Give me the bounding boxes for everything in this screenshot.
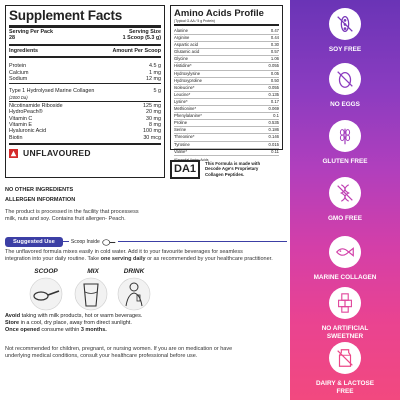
amino-row: Phenylalanine* 0.1: [174, 113, 279, 120]
feature-marine-collagen: MARINE COLLAGEN: [290, 236, 400, 282]
suggested-use-pill: Suggested Use: [5, 237, 63, 247]
gmo-free-icon: [334, 182, 356, 204]
flavour-badge-icon: [9, 149, 18, 158]
da1-text: This Formula is made with Decode Age's Proprietary Collagen Peptides.: [205, 160, 261, 177]
amino-acids-panel: [170, 5, 283, 162]
feature-gluten-free: GLUTEN FREE: [290, 120, 400, 166]
nutrient-row: Biotin 30 mcg: [9, 134, 161, 141]
milk-carton-icon: [334, 347, 356, 369]
mix-step-icon: [75, 278, 107, 310]
amino-row: Methionine* 0.069: [174, 106, 279, 113]
feature-no-eggs: NO EGGS: [290, 63, 400, 109]
amino-row: Serine 0.186: [174, 127, 279, 134]
no-eggs-icon: [334, 68, 356, 90]
feature-dairy-lactose-free: DAIRY & LACTOSE FREE: [290, 342, 400, 395]
serving-per-pack-value: 28: [9, 35, 15, 42]
scoop-step-icon: [30, 278, 62, 310]
supplement-facts-title: Supplement Facts: [9, 8, 123, 23]
amino-row: Glycine 1.06: [174, 56, 279, 63]
amino-row: Threonine* 0.146: [174, 134, 279, 141]
serving-per-pack-label: Serving Per Pack: [9, 29, 54, 35]
drink-step-icon: [118, 278, 150, 310]
usage-notes: Avoid taking with milk products, hot or warm beverages. Store in a cool, dry place, away from direct sunlight. Once opened consume within 3 months.: [5, 313, 143, 334]
nutrient-row: Hyaluronic Acid 100 mg: [9, 128, 161, 135]
amino-table: [174, 28, 279, 156]
amino-row: Hydroxyproline 0.50: [174, 78, 279, 85]
step-drink-label: DRINK: [123, 268, 145, 275]
nutrient-row: Sodium 12 mg: [9, 76, 161, 83]
usage-steps-illustration: [28, 276, 158, 312]
amino-row: Histidine* 0.055: [174, 63, 279, 70]
scoop-icon: [102, 239, 116, 246]
amino-row: Hydroxylysine 0.05: [174, 71, 279, 78]
da1-logo: DA1: [170, 160, 200, 179]
allergen-heading: ALLERGEN INFORMATION: [5, 197, 76, 203]
serving-size-value: 1 Scoop (5.3 g): [122, 35, 161, 42]
amino-subtitle: (Typical G.AA / 5 g Protein): [174, 19, 215, 23]
suggested-use-text: The unflavored formula mixes easily in cold water. Add it to your favourite beverages for seamless integration into your daily routine. Take one serving daily or as recommended by your healthcare practitioner.: [5, 249, 273, 263]
supplement-facts-panel: [5, 5, 165, 178]
gluten-free-icon: [334, 125, 356, 147]
amino-row: Lysine* 0.17: [174, 99, 279, 106]
nutrient-row: Nicotinamide Riboside 125 mg: [9, 102, 161, 109]
no-sugar-icon: [334, 292, 356, 314]
disclaimer: Not recommended for children, pregnant, or nursing women. If you are on medication or have underlying medical conditions, consult your healthcare professional before use.: [5, 346, 233, 360]
feature-gmo-free: GMO FREE: [290, 177, 400, 223]
step-scoop-label: SCOOP: [34, 268, 58, 275]
amino-row: Valine* 0.11: [174, 149, 279, 156]
collagen-row: Type 1 Hydrolysed Marine Collagen 5 g: [9, 88, 161, 95]
soy-free-icon: [334, 13, 356, 35]
amino-row: Isoleucine* 0.055: [174, 85, 279, 92]
amount-label: Amount Per Scoop: [112, 47, 161, 54]
nutrient-row: Protein 4.5 g: [9, 63, 161, 70]
nutrient-row: Calcium 1 mg: [9, 69, 161, 76]
nutrient-row: HydroPeach® 20 mg: [9, 109, 161, 116]
step-mix-label: MIX: [87, 268, 99, 275]
nutrient-row: Vitamin C 30 mg: [9, 115, 161, 122]
scoop-inside-label: Scoop Inside: [69, 239, 118, 246]
amino-row: Leucine* 0.135: [174, 92, 279, 99]
allergen-text: The product is processed in the facility that processess milk, nuts and soy. Contains fruit allergen- Peach.: [5, 209, 139, 223]
nutrient-rows-b: [9, 103, 161, 141]
no-other-ingredients: NO OTHER INGREDIENTS: [5, 187, 74, 193]
collagen-note: (2000 Da): [9, 94, 28, 100]
da1-badge: [170, 158, 283, 180]
unflavoured-label: UNFLAVOURED: [9, 148, 161, 158]
nutrient-row: Vitamin E 8 mg: [9, 122, 161, 129]
feature-soy-free: SOY FREE: [290, 8, 400, 54]
amino-row: Proline 0.535: [174, 120, 279, 127]
amino-row: Arginine 0.44: [174, 35, 279, 42]
suggested-use-header: [5, 237, 118, 247]
amino-row: Alanine 0.47: [174, 28, 279, 35]
amino-row: Glutamic acid 0.57: [174, 49, 279, 56]
amino-row: Tyrosine 0.015: [174, 142, 279, 149]
fish-icon: [334, 241, 356, 263]
nutrient-rows-a: [9, 63, 161, 82]
feature-no-artificial-sweetner: NO ARTIFICIAL SWEETNER: [290, 287, 400, 340]
serving-size-label: Serving Size: [128, 29, 161, 35]
amino-row: Aspartic acid 0.30: [174, 42, 279, 49]
ingredients-label: Ingredients: [9, 47, 39, 54]
amino-footnote: *Essential Amino Acids: [174, 157, 209, 162]
amino-title: Amino Acids Profile: [174, 8, 264, 19]
